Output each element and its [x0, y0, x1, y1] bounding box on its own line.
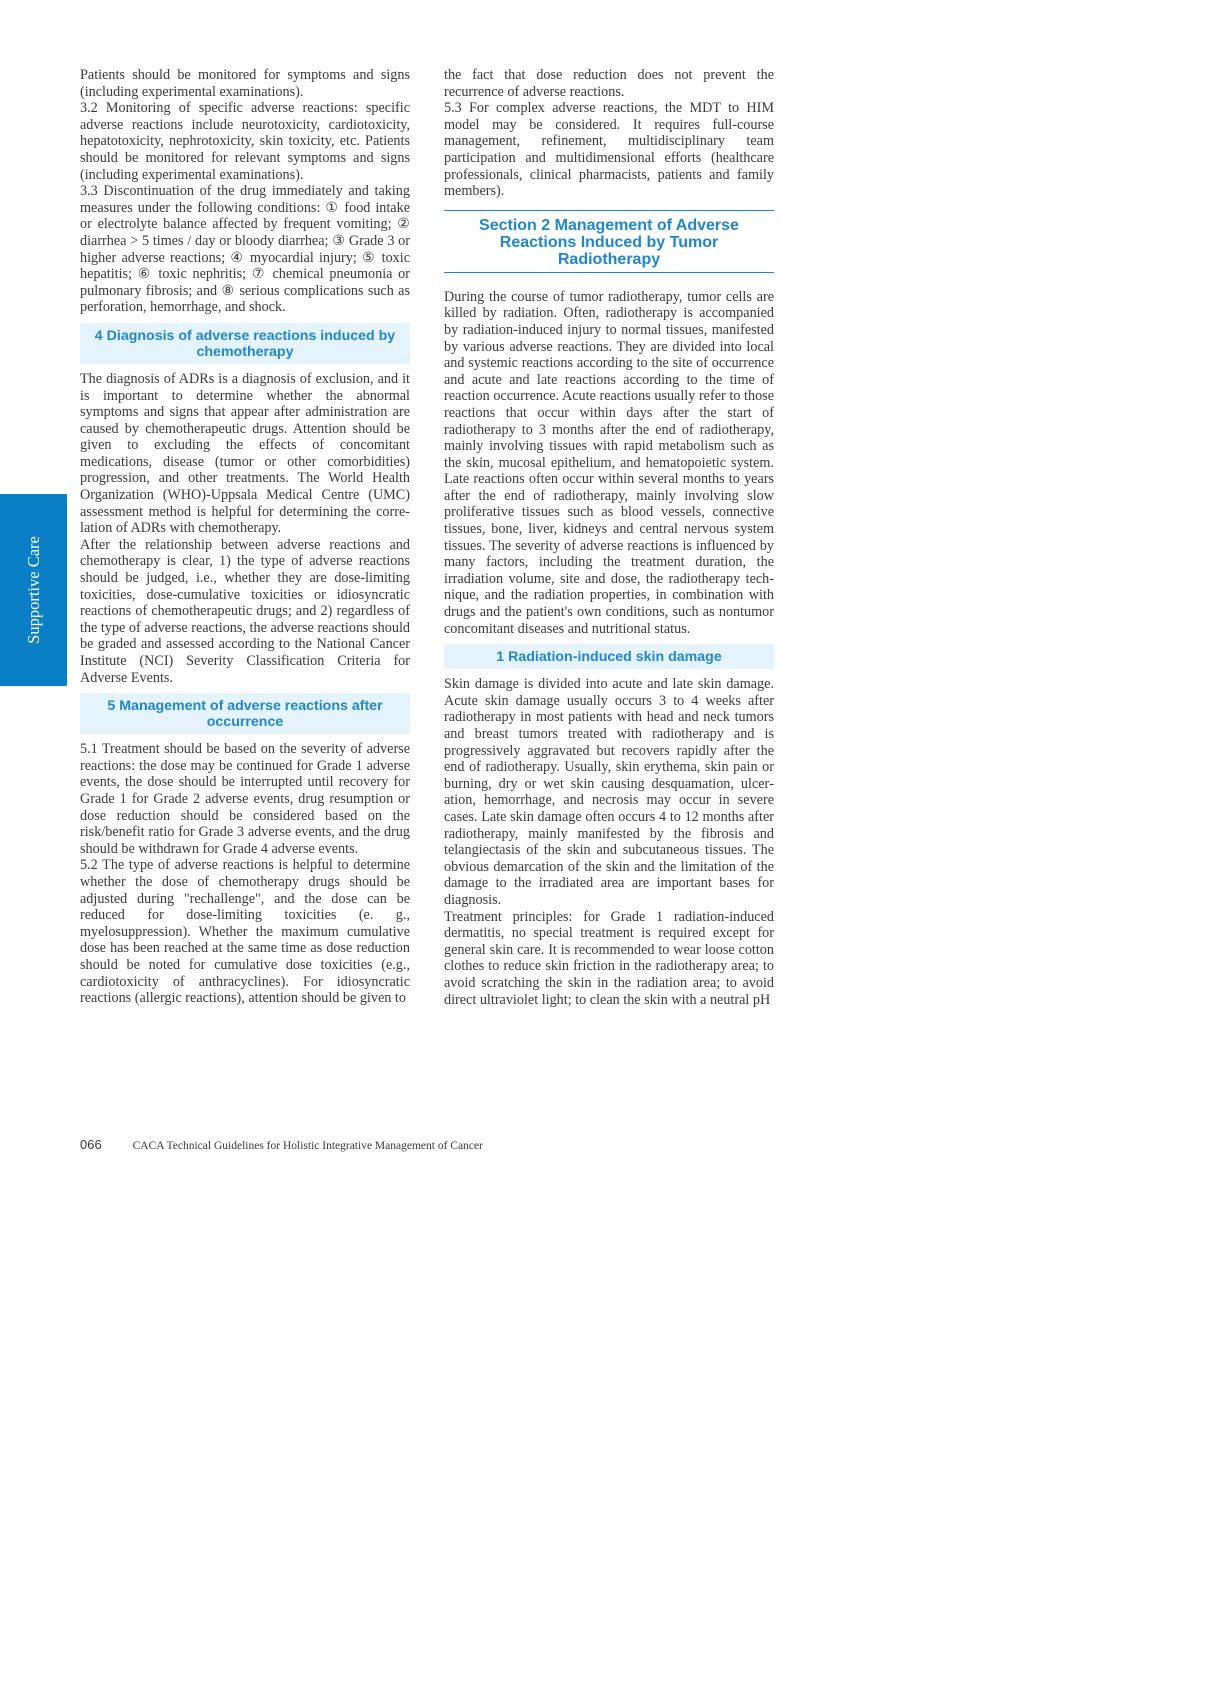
right-column	[444, 67, 774, 1008]
paragraph: After the relationship between adverse reactions and chemotherapy is clear, 1) the type of adverse reactions should be judged, i.e., whether they are dose-limiting toxicities, dose-cumulative toxicities or idiosyncratic reactions of chemotherapeutic drugs; and 2) regardless of the type of adverse reactions, the adverse reactions should be graded and assessed according to the National Cancer Institute (NCI) Severity Classification Criteria for Adverse Events.	[80, 536, 410, 686]
subsection-heading-1: 1 Radiation-induced skin damage	[444, 644, 774, 669]
paragraph: Skin damage is divided into acute and late skin damage. Acute skin damage usually occurs 3 to 4 weeks after radiotherapy in most patients with head and neck tumors and breast tumors treated with radiotherapy and is progressively aggravated but recovers rapidly after the end of radiotherapy. Usually, skin erythema, skin pain or burning, dry or wet skin causing desquamation, ulceration, hemorrhage, and necrosis may occur in severe cases. Late skin damage often occurs 4 to 12 months after radiotherapy, mainly manifested by the fibrosis and telangiectasis of the skin and subcutaneous tissues. The obvious demarcation of the skin and the limitation of the damage to the irradiated area are important bases for diagnosis.	[444, 676, 774, 908]
paragraph: 5.3 For complex adverse reactions, the MDT to HIM model may be considered. It requires full-course management, refinement, multidisciplinary team participation and multidimensional efforts (healthcare professionals, clinical pharmacists, patients and family members).	[444, 100, 774, 200]
side-tab-label: Supportive Care	[23, 536, 43, 644]
paragraph: Patients should be monitored for symptoms and signs (including experimental examinations).	[80, 67, 410, 100]
paragraph: During the course of tumor radiotherapy, tumor cells are killed by radiation. Often, radiotherapy is accompanied by radiation-induced injury to normal tissues, manifested by various adverse reactions. They are divided into local and systemic reactions according to the site of occurrence and acute and late reactions according to the time of reaction occurrence. Acute reactions usually refer to those reactions that occur within days after the start of radiotherapy to 3 months after the end of radiotherapy, mainly involving tissues with rapid metabolism such as the skin, mucosal epithelium, and hematopoietic system. Late reactions often occur within several months to years after the end of radiotherapy, mainly involving slow proliferative tissues such as blood vessels, connective tissues, bone, liver, kidneys and central nervous system tissues. The severity of adverse reactions is influenced by many factors, including the treatment duration, the irradiation volume, site and dose, the radiotherapy technique, and the radiation properties, in combination with drugs and the patient's own conditions, such as nontumor concomitant diseases and nutritional status.	[444, 288, 774, 637]
paragraph: 3.2 Monitoring of specific adverse reactions: specific adverse reactions include neurotoxicity, cardiotoxicity, hepatotoxicity, nephrotoxicity, skin toxicity, etc. Patients should be monitored for relevant symptoms and signs (including experimental examinations).	[80, 100, 410, 183]
running-title: CACA Technical Guidelines for Holistic Integrative Management of Cancer	[132, 1140, 483, 1152]
paragraph: Treatment principles: for Grade 1 radiation-induced dermatitis, no special treatment is required except for general skin care. It is recommended to wear loose cotton clothes to reduce skin friction in the radiotherapy area; to avoid scratching the skin in the radiation area; to avoid direct ultraviolet light; to clean the skin with a neutral pH	[444, 908, 774, 1008]
subsection-heading-5: 5 Management of adverse reactions after occurrence	[80, 693, 410, 734]
side-section-tab	[0, 494, 67, 686]
page-number: 066	[80, 1137, 102, 1152]
section-heading: Section 2 Management of Adverse Reactions Induced by Tumor Radiotherapy	[444, 210, 774, 273]
page-footer	[80, 1137, 483, 1152]
paragraph: 5.2 The type of adverse reactions is helpful to determine whether the dose of chemotherapy drugs should be adjusted during "rechallenge", and the dose can be reduced for dose-limiting toxicities (e. g., myelosuppression). Whether the maximum cumulative dose has been reached at the same time as dose reduction should be noted for cumulative dose toxicities (e.g., cardiotoxicity of anthracyclines). For idiosyncratic reactions (allergic reactions), attention should be given to	[80, 857, 410, 1007]
paragraph: The diagnosis of ADRs is a diagnosis of exclusion, and it is important to determine whether the abnormal symptoms and signs that appear after administration are caused by chemotherapeutic drugs. Attention should be given to excluding the effects of concomitant medications, disease (tumor or other comorbidities) progression, and other treatments. The World Health Organization (WHO)-Uppsala Medical Centre (UMC) assessment method is helpful for determining the correlation of ADRs with chemotherapy.	[80, 370, 410, 537]
subsection-heading-4: 4 Diagnosis of adverse reactions induced by chemotherapy	[80, 323, 410, 364]
paragraph: 3.3 Discontinuation of the drug immediately and taking measures under the following conditions: ① food intake or electrolyte balance affected by frequent vomiting; ② diarrhea > 5 times / day or bloody diarrhea; ③ Grade 3 or higher adverse reactions; ④ myocardial injury; ⑤ toxic hepatitis; ⑥ toxic nephritis; ⑦ chemical pneumonia or pulmonary fibrosis; and ⑧ serious complications such as perforation, hemorrhage, and shock.	[80, 183, 410, 316]
paragraph: the fact that dose reduction does not prevent the recurrence of adverse reactions.	[444, 67, 774, 100]
left-column	[80, 67, 410, 1007]
paragraph: 5.1 Treatment should be based on the severity of adverse reactions: the dose may be continued for Grade 1 adverse events, the dose should be interrupted until recovery for Grade 1 for Grade 2 adverse events, drug resumption or dose reduction should be considered based on the risk/benefit ratio for Grade 3 adverse events, and the drug should be withdrawn for Grade 4 adverse events.	[80, 741, 410, 857]
